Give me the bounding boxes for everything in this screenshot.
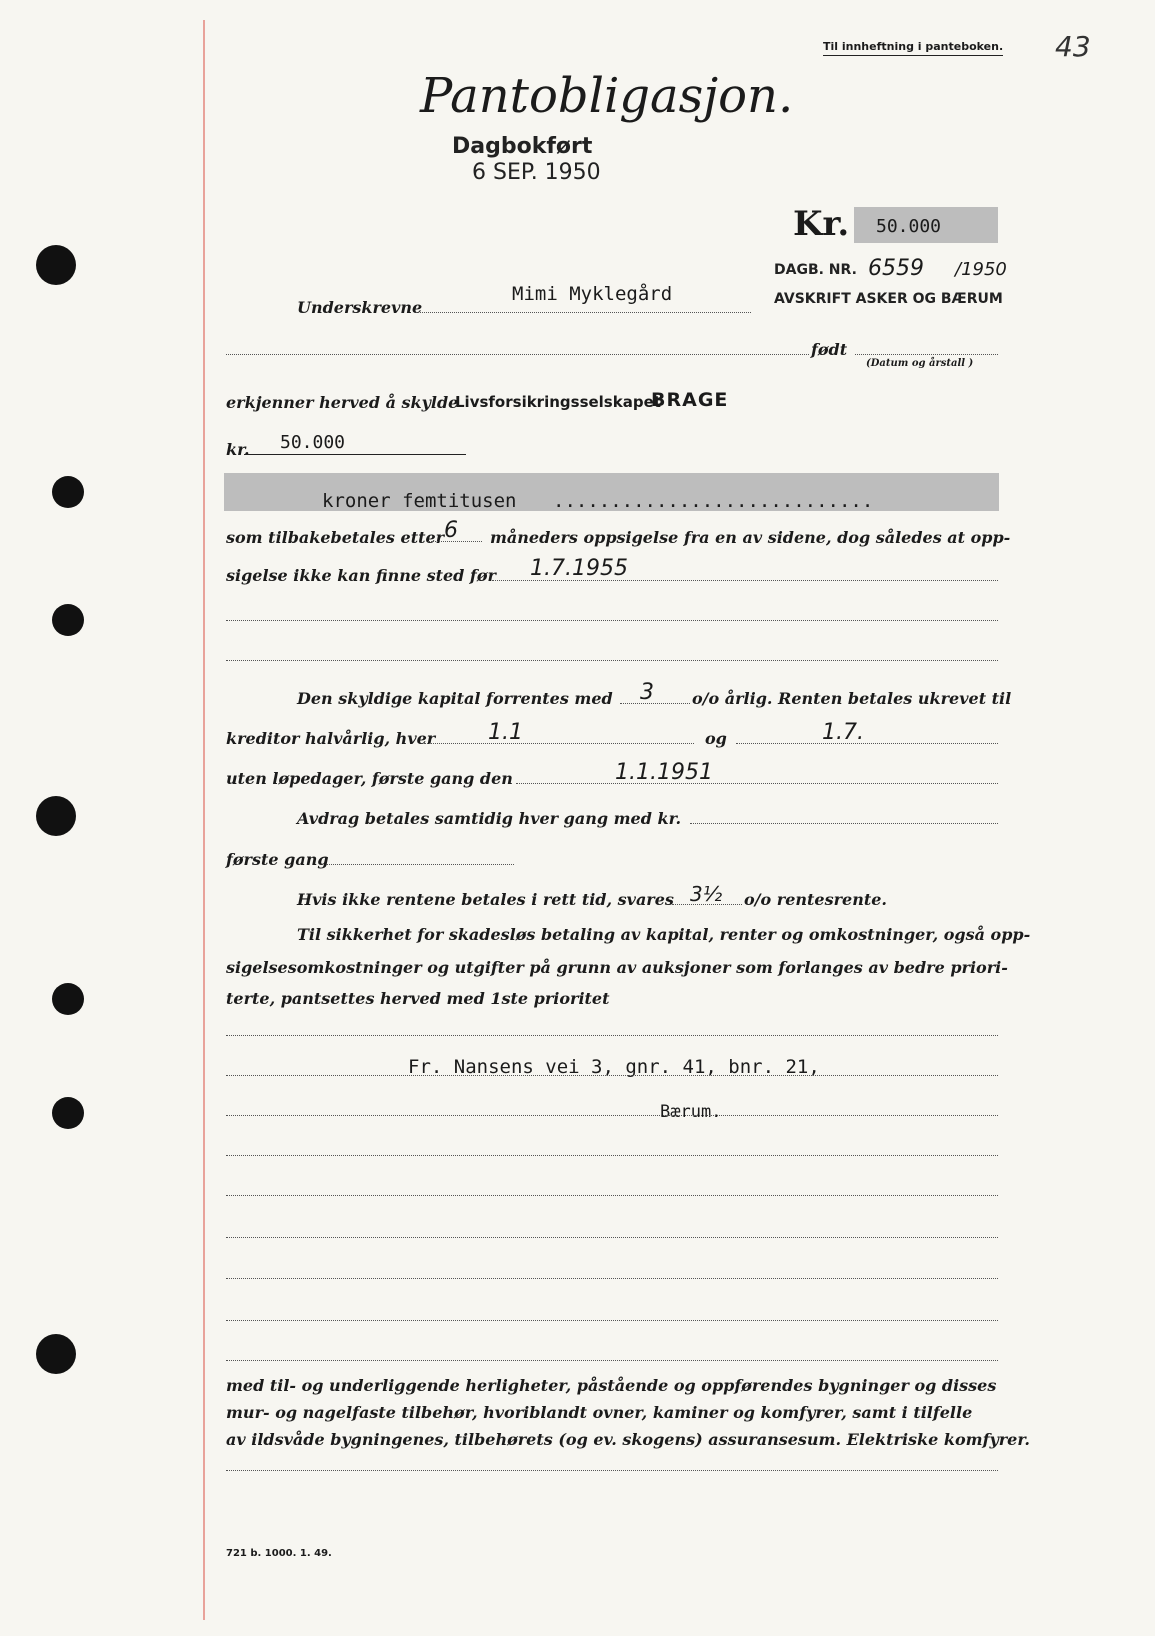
form-code: 721 b. 1000. 1. 49.: [226, 1548, 332, 1559]
fodt-line-b: [855, 354, 998, 355]
avdrag-label: Avdrag betales samtidig hver gang med kr.: [297, 809, 682, 828]
page-title: Pantobligasjon.: [420, 68, 794, 124]
margin-rule: [203, 20, 205, 1620]
underskrevne-line: [416, 312, 751, 313]
kr-label: kr.: [226, 440, 250, 459]
closing-line2: mur- og nagelfaste tilbehør, hvoriblandt ovner, kaminer og komfyrer, samt i tilfelle: [226, 1403, 973, 1422]
kreditor-date1: 1.1: [488, 720, 523, 745]
property-line2: Bærum.: [660, 1102, 722, 1122]
registration-office: AVSKRIFT ASKER OG BÆRUM: [774, 291, 1003, 307]
forste-gang-label: første gang: [226, 850, 329, 869]
binder-hole: [52, 476, 84, 508]
kreditor-date2: 1.7.: [822, 720, 864, 745]
fodt-label: født: [811, 340, 848, 359]
blank-line: [226, 1075, 998, 1076]
rentesrente-pre: Hvis ikke rentene betales i rett tid, svares: [297, 890, 674, 909]
dagbok-stamp-line1: Dagbokført: [452, 134, 593, 159]
dagb-label: DAGB. NR.: [774, 262, 857, 278]
blank-line: [226, 1115, 998, 1116]
kr-value: 50.000: [280, 432, 346, 453]
blank-line: [226, 1237, 998, 1238]
binding-note: Til innheftning i panteboken.: [823, 40, 1003, 56]
blank-line: [226, 660, 998, 661]
blank-line: [226, 1360, 998, 1361]
blank-line: [226, 1035, 998, 1036]
binder-hole: [36, 245, 76, 285]
forste-gang-line: [326, 864, 514, 865]
tilbake-post: måneders oppsigelse fra en av sidene, dog således at opp-: [490, 528, 1011, 547]
lopedager-date: 1.1.1951: [615, 760, 713, 785]
blank-line: [226, 1195, 998, 1196]
rentesrente-rate: 3½: [690, 882, 723, 906]
kreditor-pre: kreditor halvårlig, hver: [226, 729, 436, 748]
blank-line: [226, 1278, 998, 1279]
property-line1: Fr. Nansens vei 3, gnr. 41, bnr. 21,: [408, 1056, 820, 1078]
kreditor-og: og: [705, 729, 727, 748]
underskrevne-label: Underskrevne: [297, 298, 423, 317]
amount-box-value: 50.000: [876, 216, 942, 237]
amount-words: kroner femtitusen: [322, 490, 517, 512]
kapital-pre: Den skyldige kapital forrentes med: [297, 689, 613, 708]
kapital-rate-line: [620, 703, 690, 704]
lopedager-line: [516, 783, 998, 784]
binder-hole: [52, 983, 84, 1015]
rentesrente-post: o/o rentesrente.: [744, 890, 887, 909]
page-number: 43: [1055, 30, 1091, 63]
dagb-suffix: /1950: [955, 259, 1007, 280]
blank-line: [226, 1470, 998, 1471]
kapital-rate: 3: [640, 680, 654, 705]
tilbake-months: 6: [444, 518, 458, 543]
tilbake-pre: som tilbakebetales etter: [226, 528, 445, 547]
closing-line1: med til- og underliggende herligheter, påstående og oppførendes bygninger og disses: [226, 1376, 997, 1395]
binder-hole: [36, 1334, 76, 1374]
blank-line: [226, 620, 998, 621]
binder-hole: [52, 1097, 84, 1129]
avdrag-line: [690, 823, 998, 824]
closing-line3: av ildsvåde bygningenes, tilbehørets (og ev. skogens) assuransesum. Elektriske komfyrer.: [226, 1430, 1030, 1449]
erkjenner-label: erkjenner herved å skylde: [226, 393, 459, 412]
sikkerhet-line2: sigelsesomkostninger og utgifter på grunn av auksjoner som forlanges av bedre priori-: [226, 958, 1008, 977]
amount-words-fill: ............................: [553, 490, 874, 512]
amount-box-label: Kr.: [793, 204, 850, 244]
sikkerhet-line3: terte, pantsettes herved med 1ste prioritet: [226, 989, 610, 1008]
kr-line: [244, 454, 466, 455]
dagbok-stamp-line2: 6 SEP. 1950: [472, 160, 601, 185]
kreditor-date1-line: [424, 743, 694, 744]
binder-hole: [52, 604, 84, 636]
sigelse-date: 1.7.1955: [530, 556, 628, 581]
fodt-hint: (Datum og årstall ): [866, 358, 974, 369]
lopedager-label: uten løpedager, første gang den: [226, 769, 513, 788]
blank-line: [226, 1320, 998, 1321]
kreditor-date2-line: [736, 743, 998, 744]
binder-hole: [36, 796, 76, 836]
underskrevne-value: Mimi Myklegård: [512, 283, 673, 305]
blank-line: [226, 1155, 998, 1156]
sigelse-label: sigelse ikke kan finne sted før: [226, 566, 496, 585]
sikkerhet-line1: Til sikkerhet for skadesløs betaling av kapital, renter og omkostninger, også opp-: [297, 925, 1031, 944]
dagb-number: 6559: [868, 256, 924, 281]
fodt-line-a: [226, 354, 809, 355]
creditor-brand: BRAGE: [651, 389, 729, 411]
creditor-name: Livsforsikringsselskapet: [455, 393, 661, 411]
kapital-post: o/o årlig. Renten betales ukrevet til: [692, 689, 1012, 708]
